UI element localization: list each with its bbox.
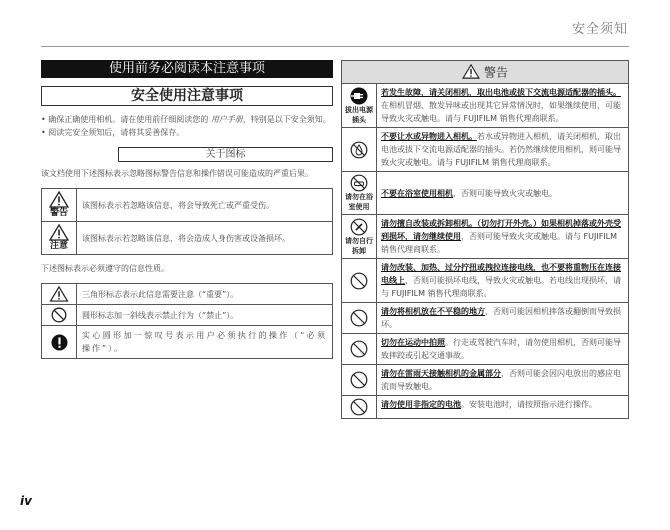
table-row <box>342 334 629 365</box>
warning-header-label: 警告 <box>483 65 508 80</box>
warning-text: ，否则可能导致火灾或触电。 <box>453 188 557 198</box>
caution-label: 注意 <box>49 241 68 251</box>
table-row <box>342 303 629 334</box>
symbols-table <box>41 283 333 359</box>
prohibited-icon <box>350 272 368 290</box>
section-title: 安全须知 <box>571 22 628 37</box>
triangle-icon <box>49 286 69 302</box>
prohibited-icon <box>350 340 368 358</box>
no-disassemble-caption: 请勿自行拆卸 <box>345 236 373 255</box>
table-row <box>342 128 629 172</box>
no-bathroom-caption: 请勿在浴室使用 <box>345 193 373 211</box>
table-row <box>42 189 333 222</box>
warning-bold: 请勿擅自改装或拆卸相机。（切勿打开外壳。）如果相机掉落或外壳受到损坏，请勿继续使用 <box>381 219 621 241</box>
warning-bold: 不要在浴室使用相机 <box>381 188 453 198</box>
list-item: • 阅读完安全须知后，请将其妥善保存。 <box>41 128 185 137</box>
mandatory-icon <box>51 334 68 351</box>
symbol-text: 圆形标志加一斜线表示禁止行为（“禁止”）。 <box>77 305 333 326</box>
no-water-icon <box>350 141 368 159</box>
table-row <box>342 365 629 396</box>
unplug-caption: 拔出电源插头 <box>345 105 373 124</box>
prohibited-icon <box>350 371 368 389</box>
prohibited-icon <box>350 309 368 327</box>
table-row <box>342 396 629 419</box>
warning-text: ，否则可能因相机摔落或翻倒而导致损坏。 <box>381 307 621 329</box>
safety-title: 安全使用注意事项 <box>41 86 333 106</box>
warning-bold: 不要让水或异物进入相机。 <box>381 132 477 141</box>
warning-table <box>341 83 629 419</box>
severity-table <box>41 188 333 255</box>
severity-text: 该图标表示若忽略该信息，将会造成人身伤害或设备损坏。 <box>77 222 333 255</box>
icons-title: 关于图标 <box>118 147 333 162</box>
right-column <box>341 60 629 419</box>
warning-text: ，否则可能会因闪电放出的感应电流而导致触电。 <box>381 369 621 391</box>
header-rule <box>41 46 629 47</box>
table-row <box>42 222 333 255</box>
warning-text: 在相机冒烟、散发异味或出现其它异常情况时，如果继续使用，可能导致火灾或触电。请与 FUJIFILM 销售代理商联系。 <box>381 101 621 123</box>
unplug-icon <box>349 87 369 105</box>
warning-bold: 若发生故障，请关闭相机，取出电池或拔下交流电源适配器的插头。 <box>381 88 621 97</box>
warning-bold: 切勿在运动中拍照 <box>381 338 445 347</box>
prohibited-icon <box>350 398 368 416</box>
table-row <box>342 172 629 215</box>
prohibited-icon <box>51 307 67 323</box>
no-disassemble-icon <box>350 218 368 236</box>
warning-bold: 请勿将相机放在不平稳的地方 <box>381 307 485 316</box>
table-row <box>42 326 333 359</box>
warning-text: 。安装电池时，请按照指示进行操作。 <box>461 400 597 409</box>
warning-text: 。行走或驾驶汽车时，请勿使用相机，否则可能导致摔跤或引起交通事故。 <box>381 338 621 360</box>
table-row <box>42 284 333 305</box>
table-row <box>342 84 629 128</box>
severity-text: 该图标表示若忽略该信息，将会导致死亡或严重受伤。 <box>77 189 333 222</box>
symbol-text: 三角形标志表示此信息需要注意（“重要”）。 <box>77 284 333 305</box>
warning-triangle-icon <box>49 191 69 208</box>
caution-triangle-icon <box>49 224 69 241</box>
table-row <box>342 259 629 303</box>
icons-intro: 该文档使用下述图标表示忽略图标警告信息和操作错误可能造成的严重后果。 <box>41 169 313 178</box>
warning-text: 若水或异物进入相机，请关闭相机，取出电池或拔下交流电源适配器的插头。若仍然继续使用相机，则可能导致火灾或触电。请与 FUJIFILM 销售代理商联系。 <box>381 132 621 167</box>
warning-text: ，否则可能导致火灾或触电。请与 FUJIFILM 销售代理商联系。 <box>381 232 618 254</box>
banner-title: 使用前务必阅读本注意事项 <box>41 60 333 78</box>
warning-triangle-icon <box>462 64 480 79</box>
warning-bold: 请勿在雷雨天接触相机的金属部分 <box>381 369 501 378</box>
page-number: iv <box>20 494 32 508</box>
warning-text: ，否则可能损坏电线，导致火灾或触电。若电线出现损坏，请与 FUJIFILM 销售代理商联系。 <box>381 276 621 298</box>
warning-header <box>341 60 629 84</box>
symbols-intro: 下述图标表示必须遵守的信息性质。 <box>41 264 169 273</box>
intro-bullets <box>41 113 333 139</box>
warning-label: 警告 <box>49 208 68 218</box>
list-item: • 确保正确使用相机。请在使用前仔细阅读您的 用户手册，特别是以下安全须知。 <box>41 115 331 124</box>
no-bathroom-icon <box>350 174 368 192</box>
left-column <box>41 60 333 359</box>
table-row <box>42 305 333 326</box>
table-row <box>342 215 629 259</box>
symbol-text: 实心圆形加一惊叹号表示用户必须执行的操作（“必须操作”）。 <box>77 326 333 359</box>
warning-bold: 请勿改装、加热、过分拧扭或拽拉连接电线，也不要将重物压在连接电线上 <box>381 263 621 285</box>
warning-bold: 请勿使用非指定的电池 <box>381 400 461 409</box>
